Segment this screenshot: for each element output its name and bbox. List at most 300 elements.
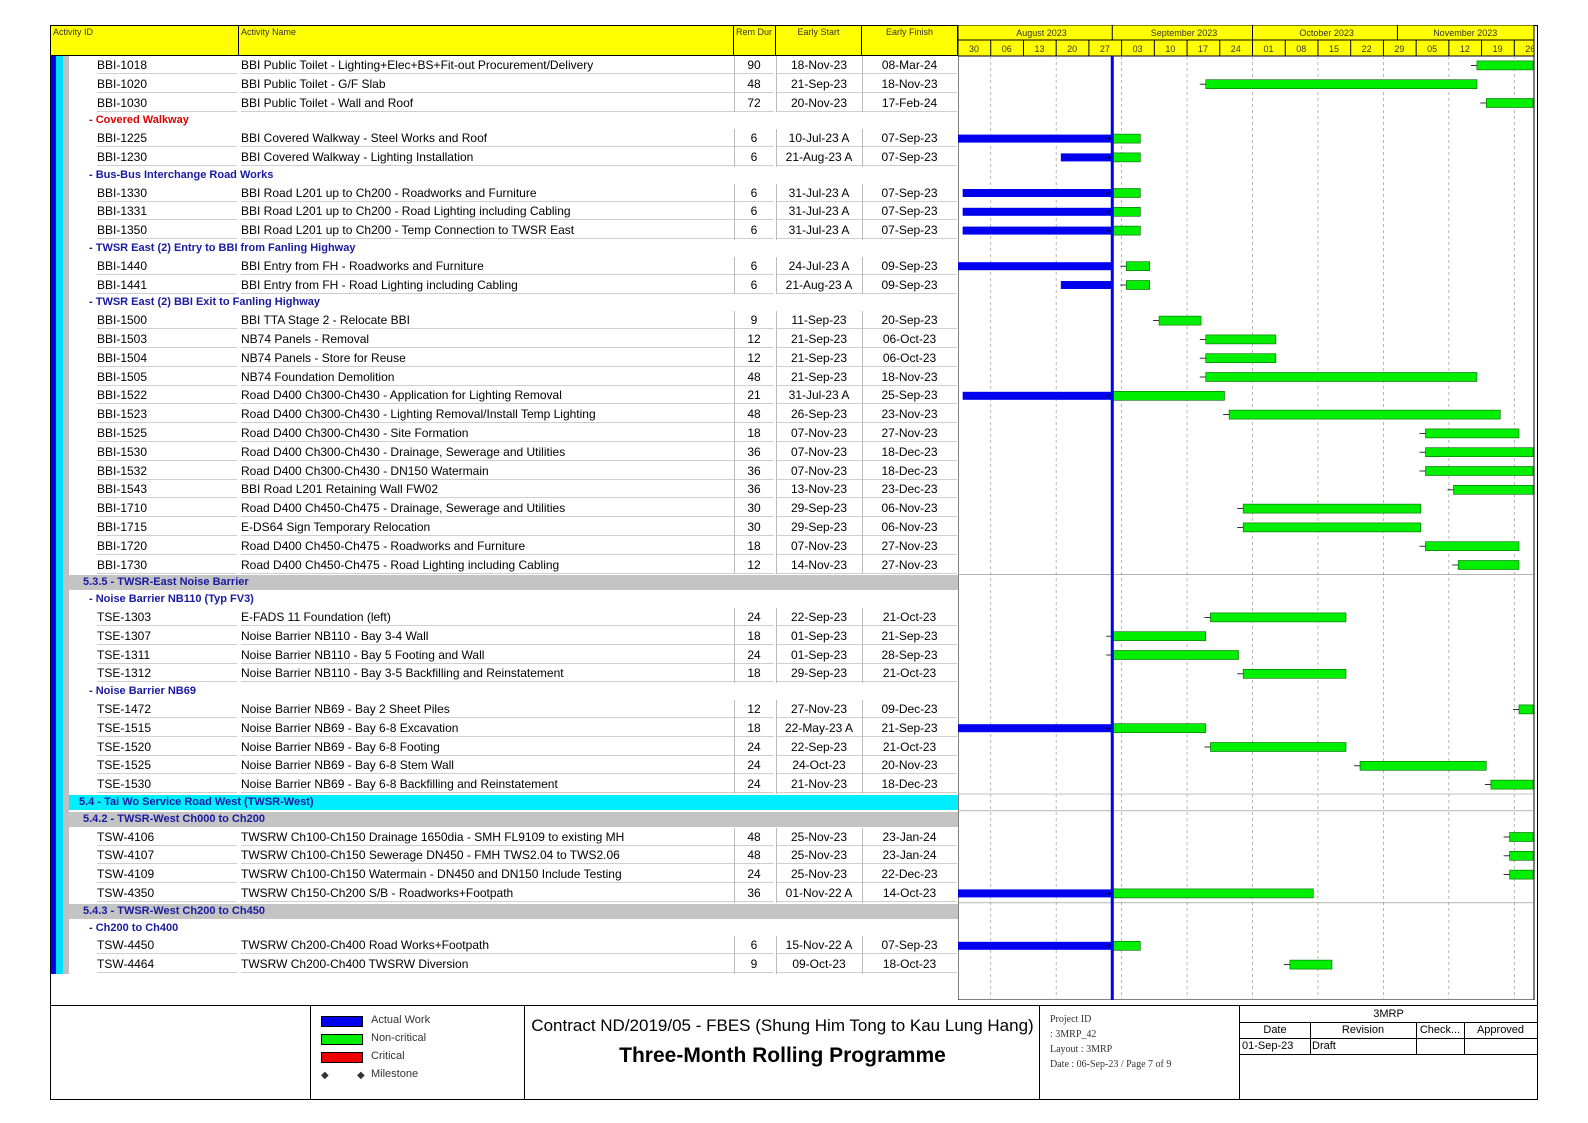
header-activity-name: Activity Name [239,26,734,55]
column-divider [776,884,777,903]
revision-header-approved: Approved [1476,1024,1525,1036]
early-finish-cell: 09-Dec-23 [862,700,957,718]
month-label: October 2023 [1299,28,1354,38]
activity-table [50,56,958,992]
rem-dur-cell: 24 [734,646,774,664]
column-divider [734,56,735,75]
column-divider [776,664,777,683]
column-divider [776,719,777,738]
early-finish-cell: 18-Dec-23 [862,775,957,793]
early-start-cell: 31-Jul-23 A [776,184,862,202]
column-divider [734,719,735,738]
noncritical-bar [1519,705,1533,714]
revision-title: 3MRP [1240,1006,1537,1023]
activity-id-cell: BBI-1505 [97,368,237,386]
activity-name-cell: BBI Public Toilet - G/F Slab [241,75,734,93]
table-row [51,756,959,775]
column-divider [734,349,735,368]
activity-name-cell: BBI Road L201 up to Ch200 - Road Lighting including Cabling [241,202,734,220]
activity-id-cell: TSE-1520 [97,738,237,756]
activity-id-cell: BBI-1230 [97,148,237,166]
column-divider [862,664,863,683]
column-divider [776,627,777,646]
noncritical-bar [1425,448,1533,457]
rem-dur-cell: 6 [734,257,774,275]
early-finish-cell: 28-Sep-23 [862,646,957,664]
rem-dur-cell: 18 [734,719,774,737]
early-start-cell: 15-Nov-22 A [776,936,862,954]
column-divider [734,368,735,387]
early-start-cell: 07-Nov-23 [776,462,862,480]
column-divider [862,75,863,94]
column-divider [776,828,777,847]
early-start-cell: 31-Jul-23 A [776,386,862,404]
column-divider [862,202,863,221]
early-start-cell: 21-Sep-23 [776,330,862,348]
early-finish-cell: 21-Oct-23 [862,664,957,682]
column-divider [776,700,777,719]
column-divider [862,518,863,537]
noncritical-bar [1126,262,1149,271]
column-divider [862,386,863,405]
noncritical-bar [1112,153,1140,162]
early-start-cell: 21-Sep-23 [776,75,862,93]
activity-name-cell: BBI TTA Stage 2 - Relocate BBI [241,311,734,329]
activity-id-cell: BBI-1503 [97,330,237,348]
activity-id-cell: TSW-4464 [97,955,237,973]
activity-id-cell: BBI-1543 [97,480,237,498]
table-row [51,462,959,481]
actual-work-bar [958,889,1112,897]
early-finish-cell: 09-Sep-23 [862,257,957,275]
table-row [51,129,959,148]
rem-dur-cell: 24 [734,865,774,883]
column-divider [862,627,863,646]
column-divider [776,386,777,405]
noncritical-bar [1112,391,1224,400]
activity-id-cell: TSE-1311 [97,646,237,664]
activity-id-cell: BBI-1441 [97,276,237,294]
rem-dur-cell: 36 [734,462,774,480]
layout-name: Layout : 3MRP [1050,1044,1113,1055]
column-divider [862,184,863,203]
early-start-cell: 31-Jul-23 A [776,221,862,239]
column-divider [862,556,863,575]
month-label: September 2023 [1150,28,1218,38]
actual-work-bar [958,135,1112,143]
early-finish-cell: 07-Sep-23 [862,202,957,220]
table-row [51,480,959,499]
table-row [51,349,959,368]
early-start-cell: 07-Nov-23 [776,424,862,442]
rem-dur-cell: 18 [734,424,774,442]
column-divider [776,936,777,955]
column-divider [734,443,735,462]
noncritical-bar [1229,410,1500,419]
activity-name-cell: TWSRW Ch150-Ch200 S/B - Roadworks+Footpath [241,884,734,902]
early-start-cell: 21-Sep-23 [776,368,862,386]
column-divider [734,775,735,794]
column-divider [734,330,735,349]
group-label: - Bus-Bus Interchange Road Works [89,168,274,181]
column-divider [776,94,777,113]
week-label: 13 [1034,44,1045,54]
column-divider [862,756,863,775]
early-finish-cell: 27-Nov-23 [862,537,957,555]
noncritical-bar [1112,941,1140,950]
legend-swatch-noncritical [321,1034,363,1045]
early-finish-cell: 18-Nov-23 [862,75,957,93]
activity-id-cell: TSW-4350 [97,884,237,902]
activity-id-cell: TSE-1472 [97,700,237,718]
column-divider [776,349,777,368]
rem-dur-cell: 72 [734,94,774,112]
activity-name-cell: Road D400 Ch300-Ch430 - Lighting Removal/Install Temp Lighting [241,405,734,423]
table-row [51,276,959,295]
header-rem-dur: Rem Dur [734,26,776,55]
project-id-label: Project ID [1050,1014,1092,1025]
noncritical-bar [1112,724,1205,733]
column-divider [776,330,777,349]
revision-approved [1464,1038,1537,1054]
activity-id-cell: BBI-1030 [97,94,237,112]
early-finish-cell: 06-Oct-23 [862,330,957,348]
activity-name-cell: TWSRW Ch200-Ch400 TWSRW Diversion [241,955,734,973]
rem-dur-cell: 12 [734,330,774,348]
noncritical-bar [1126,281,1149,290]
revision-row [1240,1038,1537,1055]
activity-id-cell: BBI-1225 [97,129,237,147]
group-label: - TWSR East (2) BBI Exit to Fanling Highway [89,296,321,309]
activity-id-cell: TSW-4109 [97,865,237,883]
early-start-cell: 01-Sep-23 [776,646,862,664]
early-finish-cell: 18-Dec-23 [862,443,957,461]
column-divider [734,664,735,683]
week-label: 05 [1427,44,1438,54]
header-activity-id: Activity ID [51,26,239,55]
early-finish-cell: 06-Oct-23 [862,349,957,367]
table-row [51,955,959,974]
activity-name-cell: Road D400 Ch300-Ch430 - Drainage, Sewerage and Utilities [241,443,734,461]
actual-work-bar [963,392,1113,400]
column-divider [776,462,777,481]
wbs-strip [63,56,69,974]
early-finish-cell: 20-Sep-23 [862,311,957,329]
noncritical-bar [1206,80,1477,89]
column-divider [776,257,777,276]
column-divider [734,221,735,240]
column-divider [776,865,777,884]
column-divider [776,184,777,203]
rem-dur-cell: 30 [734,499,774,517]
column-divider [734,386,735,405]
noncritical-bar [1243,669,1346,678]
early-finish-cell: 18-Dec-23 [862,462,957,480]
noncritical-bar [1206,354,1276,363]
column-divider [862,865,863,884]
column-divider [734,75,735,94]
column-divider [734,955,735,974]
table-header [50,25,958,56]
early-start-cell: 07-Nov-23 [776,443,862,461]
early-finish-cell: 07-Sep-23 [862,148,957,166]
column-divider [862,257,863,276]
table-row [51,56,959,75]
week-label: 03 [1132,44,1143,54]
noncritical-bar [1112,134,1140,143]
actual-work-bar [958,262,1112,270]
column-divider [734,828,735,847]
revision-header-row [1240,1022,1537,1039]
table-row [51,518,959,537]
early-start-cell: 24-Oct-23 [776,756,862,774]
rem-dur-cell: 36 [734,443,774,461]
rem-dur-cell: 6 [734,276,774,294]
rem-dur-cell: 6 [734,148,774,166]
noncritical-bar [1112,189,1140,198]
title-block [50,1005,1538,1100]
column-divider [862,537,863,556]
activity-id-cell: BBI-1530 [97,443,237,461]
header-early-finish: Early Finish [885,27,933,37]
early-finish-cell: 21-Oct-23 [862,738,957,756]
revision-date: 01-Sep-23 [1242,1038,1311,1054]
activity-id-cell: BBI-1504 [97,349,237,367]
early-start-cell: 25-Nov-23 [776,865,862,883]
table-row [51,184,959,203]
early-start-cell: 21-Sep-23 [776,349,862,367]
early-start-cell: 11-Sep-23 [776,311,862,329]
column-divider [776,443,777,462]
group-label: - TWSR East (2) Entry to BBI from Fanling Highway [89,242,356,254]
early-start-cell: 14-Nov-23 [776,556,862,574]
print-date-page: Date : 06-Sep-23 / Page 7 of 9 [1050,1059,1172,1070]
activity-id-cell: TSE-1525 [97,756,237,774]
column-divider [862,719,863,738]
table-row [51,738,959,757]
activity-name-cell: Noise Barrier NB69 - Bay 6-8 Backfilling and Reinstatement [241,775,734,793]
column-divider [862,330,863,349]
column-divider [862,884,863,903]
activity-id-cell: TSE-1530 [97,775,237,793]
column-divider [862,462,863,481]
rem-dur-cell: 36 [734,480,774,498]
table-row [51,775,959,794]
column-divider [776,756,777,775]
activity-name-cell: TWSRW Ch100-Ch150 Sewerage DN450 - FMH TWS2.04 to TWS2.06 [241,846,734,864]
column-divider [776,56,777,75]
rem-dur-cell: 6 [734,221,774,239]
column-divider [734,518,735,537]
column-divider [776,311,777,330]
column-divider [734,499,735,518]
early-finish-cell: 09-Sep-23 [862,276,957,294]
activity-name-cell: Road D400 Ch300-Ch430 - DN150 Watermain [241,462,734,480]
activity-name-cell: E-DS64 Sign Temporary Relocation [241,518,734,536]
activity-name-cell: NB74 Foundation Demolition [241,368,734,386]
wbs-strip [56,56,63,974]
noncritical-bar [1159,316,1201,325]
legend-label: Actual Work [371,1014,431,1026]
early-start-cell: 07-Nov-23 [776,537,862,555]
activity-name-cell: BBI Entry from FH - Roadworks and Furniture [241,257,734,275]
column-divider [734,148,735,167]
column-divider [776,775,777,794]
activity-id-cell: BBI-1525 [97,424,237,442]
group-header [51,167,959,184]
column-divider [862,148,863,167]
activity-name-cell: Noise Barrier NB110 - Bay 3-5 Backfilling and Reinstatement [241,664,734,682]
table-row [51,75,959,94]
group-header [51,574,959,591]
column-divider [776,738,777,757]
early-start-cell: 21-Nov-23 [776,775,862,793]
table-row [51,537,959,556]
activity-id-cell: BBI-1730 [97,556,237,574]
column-divider [734,884,735,903]
early-finish-cell: 27-Nov-23 [862,424,957,442]
table-row [51,936,959,955]
noncritical-bar [1491,780,1533,789]
project-info-section [1040,1006,1240,1099]
column-divider [734,184,735,203]
actual-work-bar [958,724,1112,732]
early-start-cell: 21-Aug-23 A [776,276,862,294]
rem-dur-cell: 48 [734,75,774,93]
week-label: 10 [1165,44,1176,54]
table-row [51,424,959,443]
rem-dur-cell: 12 [734,700,774,718]
table-row [51,148,959,167]
column-divider [776,537,777,556]
actual-work-bar [963,189,1113,197]
gantt-chart [958,25,1538,1000]
early-start-cell: 29-Sep-23 [776,499,862,517]
column-divider [776,424,777,443]
group-header [51,683,959,700]
rem-dur-cell: 48 [734,828,774,846]
activity-name-cell: TWSRW Ch200-Ch400 Road Works+Footpath [241,936,734,954]
table-row [51,664,959,683]
rem-dur-cell: 18 [734,664,774,682]
column-divider [734,738,735,757]
noncritical-bar [1112,651,1238,660]
early-start-cell: 09-Oct-23 [776,955,862,973]
early-start-cell: 01-Nov-22 A [776,884,862,902]
rem-dur-cell: 24 [734,608,774,626]
column-divider [776,75,777,94]
activity-name-cell: NB74 Panels - Removal [241,330,734,348]
group-label: 5.3.5 - TWSR-East Noise Barrier [83,576,249,589]
table-row [51,386,959,405]
early-start-cell: 25-Nov-23 [776,828,862,846]
group-header [51,903,959,920]
activity-name-cell: BBI Covered Walkway - Lighting Installation [241,148,734,166]
rem-dur-cell: 24 [734,738,774,756]
column-divider [776,368,777,387]
column-divider [862,955,863,974]
activity-id-cell: TSW-4107 [97,846,237,864]
noncritical-bar [1425,467,1533,476]
column-divider [776,955,777,974]
table-row [51,94,959,113]
month-label: August 2023 [1016,28,1067,38]
activity-name-cell: E-FADS 11 Foundation (left) [241,608,734,626]
column-divider [734,311,735,330]
rem-dur-cell: 9 [734,311,774,329]
early-start-cell: 29-Sep-23 [776,518,862,536]
group-label: 5.4.2 - TWSR-West Ch000 to Ch200 [83,812,265,825]
noncritical-bar [1112,632,1205,641]
activity-id-cell: BBI-1440 [97,257,237,275]
noncritical-bar [1458,561,1519,570]
column-divider [776,646,777,665]
table-row [51,202,959,221]
early-finish-cell: 08-Mar-24 [862,56,957,74]
activity-name-cell: Noise Barrier NB69 - Bay 2 Sheet Piles [241,700,734,718]
early-finish-cell: 06-Nov-23 [862,499,957,517]
noncritical-bar [1425,429,1518,438]
group-label: - Noise Barrier NB69 [89,685,196,698]
column-divider [734,202,735,221]
table-row [51,846,959,865]
noncritical-bar [1290,960,1332,969]
early-finish-cell: 07-Sep-23 [862,221,957,239]
column-divider [862,56,863,75]
early-finish-cell: 21-Sep-23 [862,719,957,737]
early-start-cell: 13-Nov-23 [776,480,862,498]
noncritical-bar [1510,870,1533,879]
column-divider [862,311,863,330]
early-finish-cell: 23-Jan-24 [862,846,957,864]
week-label: 19 [1492,44,1503,54]
activity-id-cell: BBI-1018 [97,56,237,74]
noncritical-bar [1210,743,1346,752]
activity-id-cell: BBI-1330 [97,184,237,202]
rem-dur-cell: 24 [734,756,774,774]
table-row [51,499,959,518]
activity-name-cell: BBI Public Toilet - Wall and Roof [241,94,734,112]
column-divider [734,756,735,775]
group-label: - Covered Walkway [89,114,189,127]
contract-title: Contract ND/2019/05 - FBES (Shung Him Tong to Kau Lung Hang) [531,1016,1034,1035]
week-label: 27 [1099,44,1110,54]
rem-dur-cell: 48 [734,405,774,423]
activity-name-cell: Road D400 Ch300-Ch430 - Site Formation [241,424,734,442]
legend-label: Non-critical [371,1032,427,1044]
column-divider [862,129,863,148]
revision-header-date: Date [1240,1022,1311,1038]
group-header [51,920,959,937]
activity-name-cell: Noise Barrier NB110 - Bay 3-4 Wall [241,627,734,645]
week-label: 24 [1230,44,1241,54]
column-divider [862,349,863,368]
early-finish-cell: 20-Nov-23 [862,756,957,774]
activity-name-cell: BBI Covered Walkway - Steel Works and Roof [241,129,734,147]
noncritical-bar [1210,613,1346,622]
noncritical-bar [1206,335,1276,344]
rem-dur-cell: 30 [734,518,774,536]
noncritical-bar [1112,889,1313,898]
group-header [51,240,959,257]
noncritical-bar [1360,761,1486,770]
table-row [51,646,959,665]
week-label: 06 [1001,44,1012,54]
activity-name-cell: BBI Road L201 up to Ch200 - Temp Connection to TWSR East [241,221,734,239]
early-finish-cell: 21-Sep-23 [862,627,957,645]
group-header [51,591,959,608]
early-start-cell: 18-Nov-23 [776,56,862,74]
